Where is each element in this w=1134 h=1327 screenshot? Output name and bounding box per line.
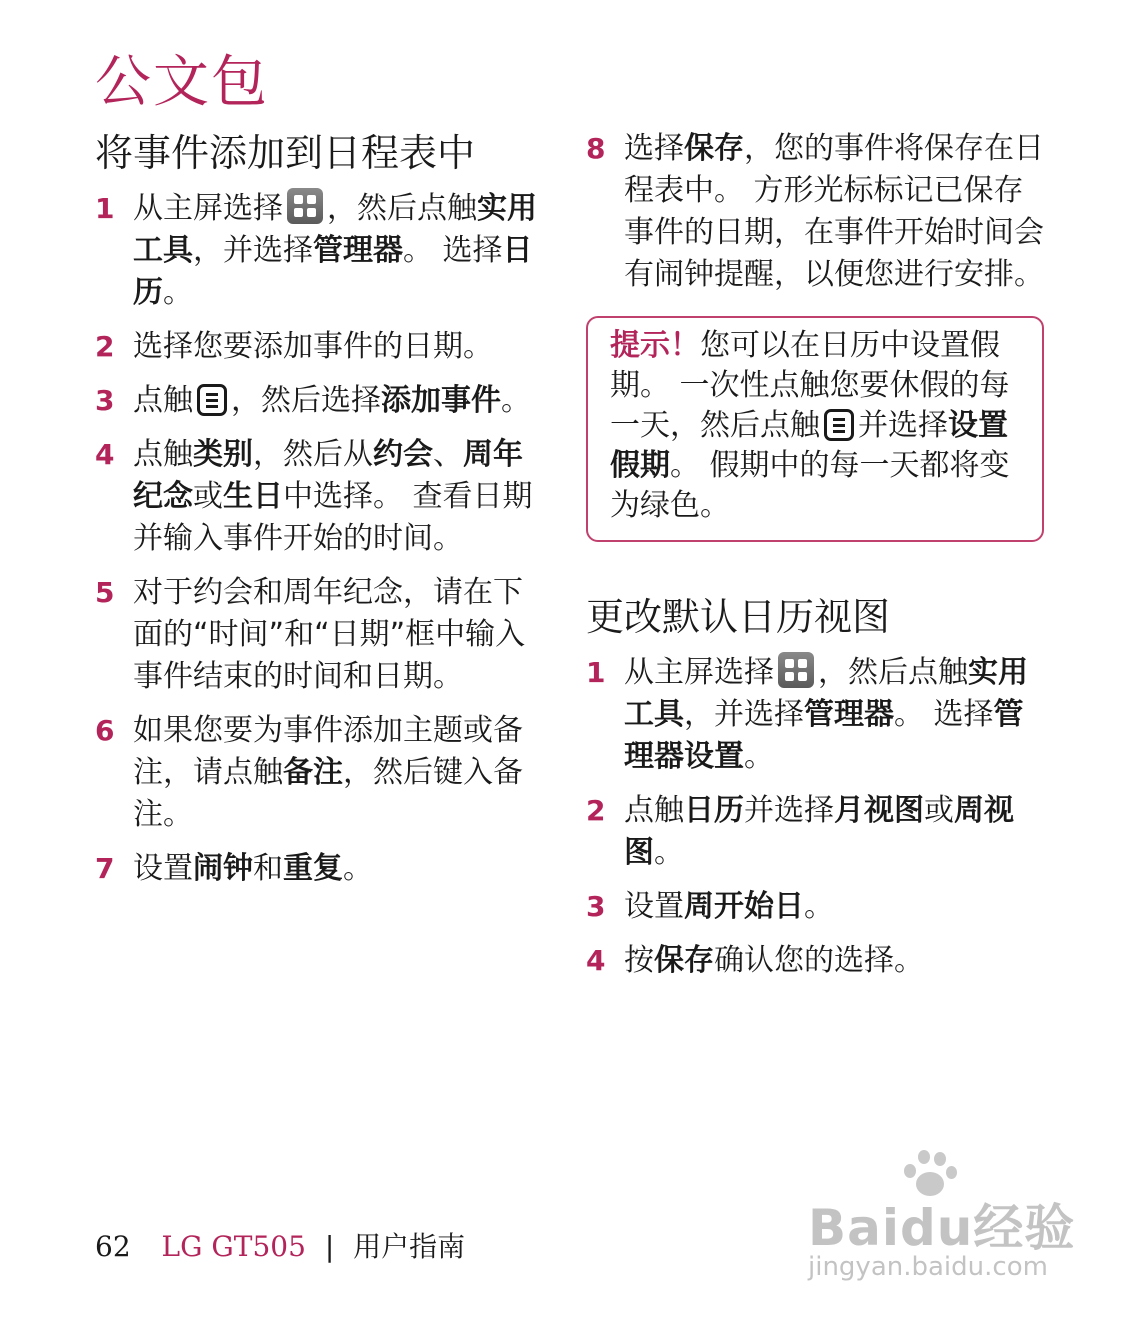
step-bold-text: 实用工具 xyxy=(624,655,1028,732)
step-bold-text: 重复 xyxy=(283,851,343,886)
step-number: 6 xyxy=(95,714,115,747)
step-number: 2 xyxy=(586,794,606,827)
step-text: ，然后键入备注。 xyxy=(133,755,523,832)
step-number: 2 xyxy=(95,330,115,363)
tip-text: 。 假期中的每一天都将变为绿色。 xyxy=(610,448,1010,523)
step-text: 对于约会和周年纪念，请在下面的“时间”和“日期”框中输入事件结束的时间和日期。 xyxy=(133,575,526,694)
page-footer xyxy=(95,1225,465,1265)
footer-separator: | xyxy=(324,1230,335,1263)
step-text: ，并选择 xyxy=(684,697,804,732)
step-text: 从主屏选择 xyxy=(624,655,774,690)
menu-icon xyxy=(197,384,227,416)
step-number: 7 xyxy=(95,852,115,885)
step-text: 。 xyxy=(744,739,774,774)
step-number: 3 xyxy=(95,384,115,417)
tip-label: 提示！ xyxy=(610,328,700,363)
list-item xyxy=(586,886,1046,928)
step-bold-text: 保存 xyxy=(654,943,714,978)
step-bold-text: 添加事件 xyxy=(381,383,501,418)
step-text: 选择您要添加事件的日期。 xyxy=(133,329,493,364)
step-text: 如果您要为事件添加主题或备注，请点触 xyxy=(133,713,523,790)
model-name: LG GT505 xyxy=(161,1230,306,1263)
step-number: 3 xyxy=(586,890,606,923)
app-grid-icon xyxy=(778,652,814,688)
step-text: ，然后点触 xyxy=(818,655,968,690)
list-item xyxy=(95,326,540,368)
step-bold-text: 类别 xyxy=(193,437,253,472)
step-bold-text: 备注 xyxy=(283,755,343,790)
step-bold-text: 管理器设置 xyxy=(624,697,1024,774)
step-text: 、 xyxy=(433,437,463,472)
tip-box xyxy=(586,316,1044,542)
step-text: 按 xyxy=(624,943,654,978)
step-bold-text: 周年纪念 xyxy=(133,437,523,514)
step-number: 4 xyxy=(586,944,606,977)
step-bold-text: 实用工具 xyxy=(133,191,537,268)
baidu-watermark xyxy=(808,1150,1078,1290)
step-text: 或 xyxy=(924,793,954,828)
step-bold-text: 日历 xyxy=(133,233,533,310)
guide-title: 用户指南 xyxy=(353,1230,466,1263)
watermark-logo: Baidu经验 xyxy=(808,1199,1076,1257)
step-number: 1 xyxy=(95,192,115,225)
section-heading-add-event: 将事件添加到日程表中 xyxy=(95,131,476,175)
save-event-steps xyxy=(586,128,1046,296)
add-event-steps xyxy=(95,188,540,890)
step-bold-text: 月视图 xyxy=(834,793,924,828)
step-number: 5 xyxy=(95,576,115,609)
step-text: 从主屏选择 xyxy=(133,191,283,226)
step-text: 点触 xyxy=(133,383,193,418)
menu-icon xyxy=(824,409,854,441)
list-item xyxy=(586,652,1046,778)
step-bold-text: 周视图 xyxy=(624,793,1014,870)
page-number: 62 xyxy=(95,1230,131,1263)
app-grid-icon xyxy=(287,188,323,224)
step-text: 点触 xyxy=(133,437,193,472)
list-item xyxy=(586,790,1046,874)
watermark-url: jingyan.baidu.com xyxy=(808,1252,1048,1282)
step-text: 设置 xyxy=(133,851,193,886)
step-bold-text: 管理器 xyxy=(313,233,403,268)
list-item xyxy=(95,848,540,890)
step-number: 4 xyxy=(95,438,115,471)
step-text: ，您的事件将保存在日程表中。 方形光标标记已保存事件的日期，在事件开始时间会有闹钟提醒，以便您进行安排。 xyxy=(624,131,1044,292)
step-text: 中选择。 查看日期并输入事件开始的时间。 xyxy=(133,479,533,556)
step-bold-text: 日历 xyxy=(684,793,744,828)
step-text: 。 xyxy=(804,889,834,924)
step-text: 确认您的选择。 xyxy=(714,943,924,978)
list-item xyxy=(95,710,540,836)
right-column xyxy=(586,128,1046,994)
step-bold-text: 生日 xyxy=(223,479,283,514)
step-text: ，然后从 xyxy=(253,437,373,472)
step-text: 并选择 xyxy=(744,793,834,828)
list-item xyxy=(586,128,1046,296)
list-item xyxy=(586,940,1046,982)
step-text: ，然后选择 xyxy=(231,383,381,418)
step-text: 和 xyxy=(253,851,283,886)
section-heading-default-view: 更改默认日历视图 xyxy=(586,595,891,639)
list-item xyxy=(95,188,540,314)
step-text: 选择 xyxy=(624,131,684,166)
step-text: 。 选择 xyxy=(403,233,503,268)
step-text: 。 选择 xyxy=(894,697,994,732)
step-text: 或 xyxy=(193,479,223,514)
step-bold-text: 管理器 xyxy=(804,697,894,732)
step-text: 点触 xyxy=(624,793,684,828)
step-bold-text: 约会 xyxy=(373,437,433,472)
list-item xyxy=(95,434,540,560)
step-text: ，然后点触 xyxy=(327,191,477,226)
step-text: 。 xyxy=(343,851,373,886)
step-text: 。 xyxy=(654,835,684,870)
step-bold-text: 保存 xyxy=(684,131,744,166)
default-view-steps xyxy=(586,652,1046,982)
step-number: 1 xyxy=(586,656,606,689)
step-bold-text: 周开始日 xyxy=(684,889,804,924)
step-bold-text: 闹钟 xyxy=(193,851,253,886)
tip-text: 您可以在日历中设置假期。 一次性点触您要休假的每一天，然后点触 xyxy=(610,328,1010,443)
step-text: 设置 xyxy=(624,889,684,924)
tip-bold-text: 设置假期 xyxy=(610,408,1008,483)
left-column xyxy=(95,128,540,902)
step-text: 。 xyxy=(163,275,193,310)
step-text: 。 xyxy=(501,383,531,418)
step-text: ，并选择 xyxy=(193,233,313,268)
list-item xyxy=(95,380,540,422)
chapter-title: 公文包 xyxy=(95,50,269,115)
list-item xyxy=(95,572,540,698)
tip-text: 并选择 xyxy=(858,408,948,443)
step-number: 8 xyxy=(586,132,606,165)
